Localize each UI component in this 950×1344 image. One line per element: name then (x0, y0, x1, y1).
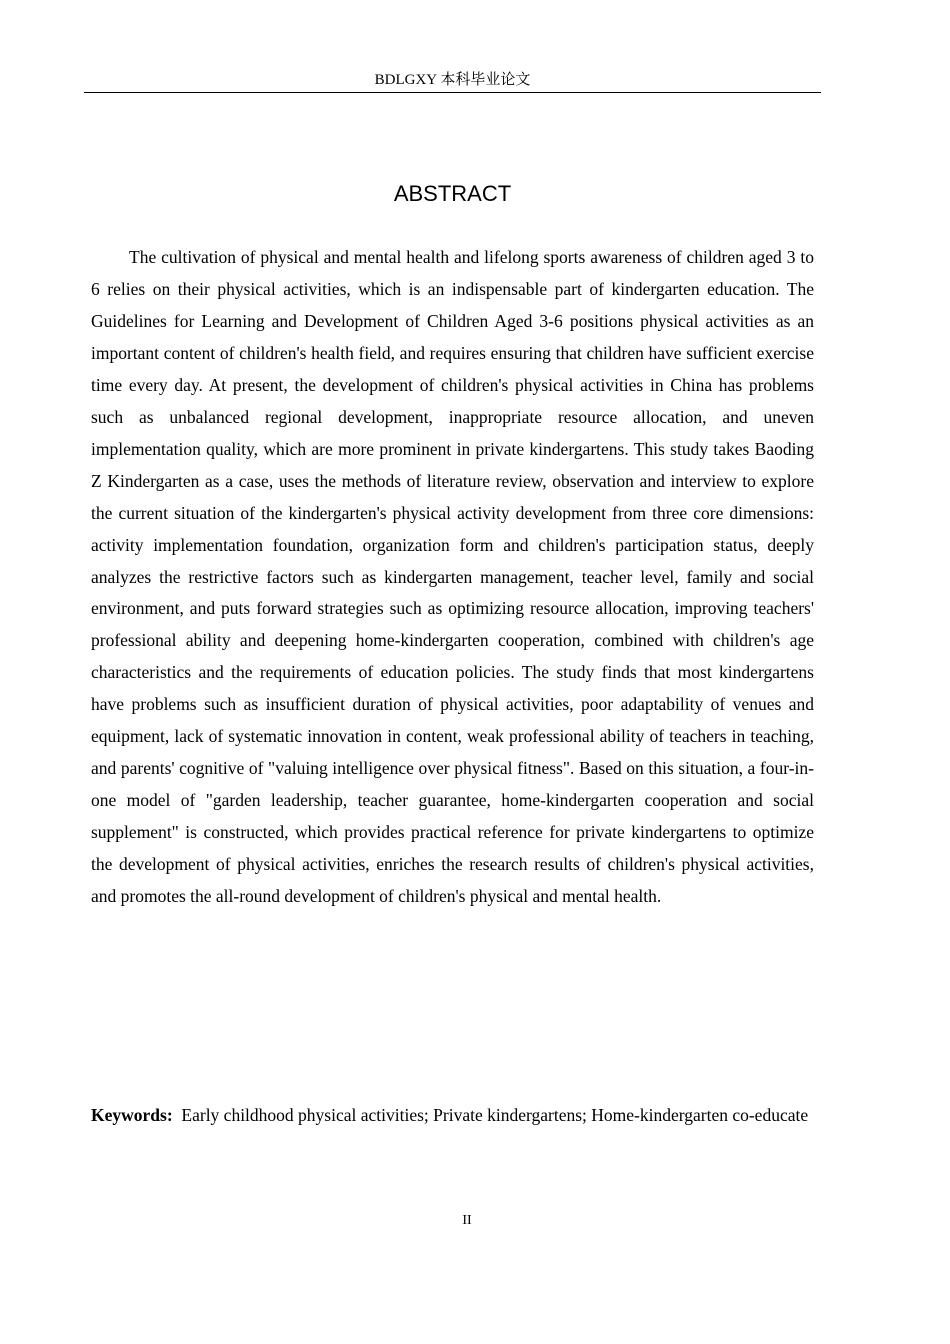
abstract-title: ABSTRACT (393, 181, 512, 206)
running-header: BDLGXY 本科毕业论文 (84, 68, 821, 93)
keywords-paragraph (91, 1100, 814, 1132)
keywords-text: Early childhood physical activities; Private kindergartens; Home-kindergarten co-educate (181, 1105, 809, 1125)
keywords-label: Keywords: (91, 1105, 173, 1125)
abstract-body: The cultivation of physical and mental health and lifelong sports awareness of children aged 3 to 6 relies on their physical activities, which is an indispensable part of kindergarten education. The Guidelines for Learning and Development of Children Aged 3-6 positions physical activities as an important content of children's health field, and requires ensuring that children have sufficient exercise time every day. At present, the development of children's physical activities in China has problems such as unbalanced regional development, inappropriate resource allocation, and uneven implementation quality, which are more prominent in private kindergartens. This study takes Baoding Z Kindergarten as a case, uses the methods of literature review, observation and interview to explore the current situation of the kindergarten's physical activity development from three core dimensions: activity implementation foundation, organization form and children's participation status, deeply analyzes the restrictive factors such as kindergarten management, teacher level, family and social environment, and puts forward strategies such as optimizing resource allocation, improving teachers' professional ability and deepening home-kindergarten cooperation, combined with children's age characteristics and the requirements of education policies. The study finds that most kindergartens have problems such as insufficient duration of physical activities, poor adaptability of venues and equipment, lack of systematic innovation in content, weak professional ability of teachers in teaching, and parents' cognitive of "valuing intelligence over physical fitness". Based on this situation, a four-in-one model of "garden leadership, teacher guarantee, home-kindergarten cooperation and social supplement" is constructed, which provides practical reference for private kindergartens to optimize the development of physical activities, enriches the research results of children's physical activities, and promotes the all-round development of children's physical and mental health. (91, 247, 814, 907)
page-number: II (462, 1213, 472, 1228)
